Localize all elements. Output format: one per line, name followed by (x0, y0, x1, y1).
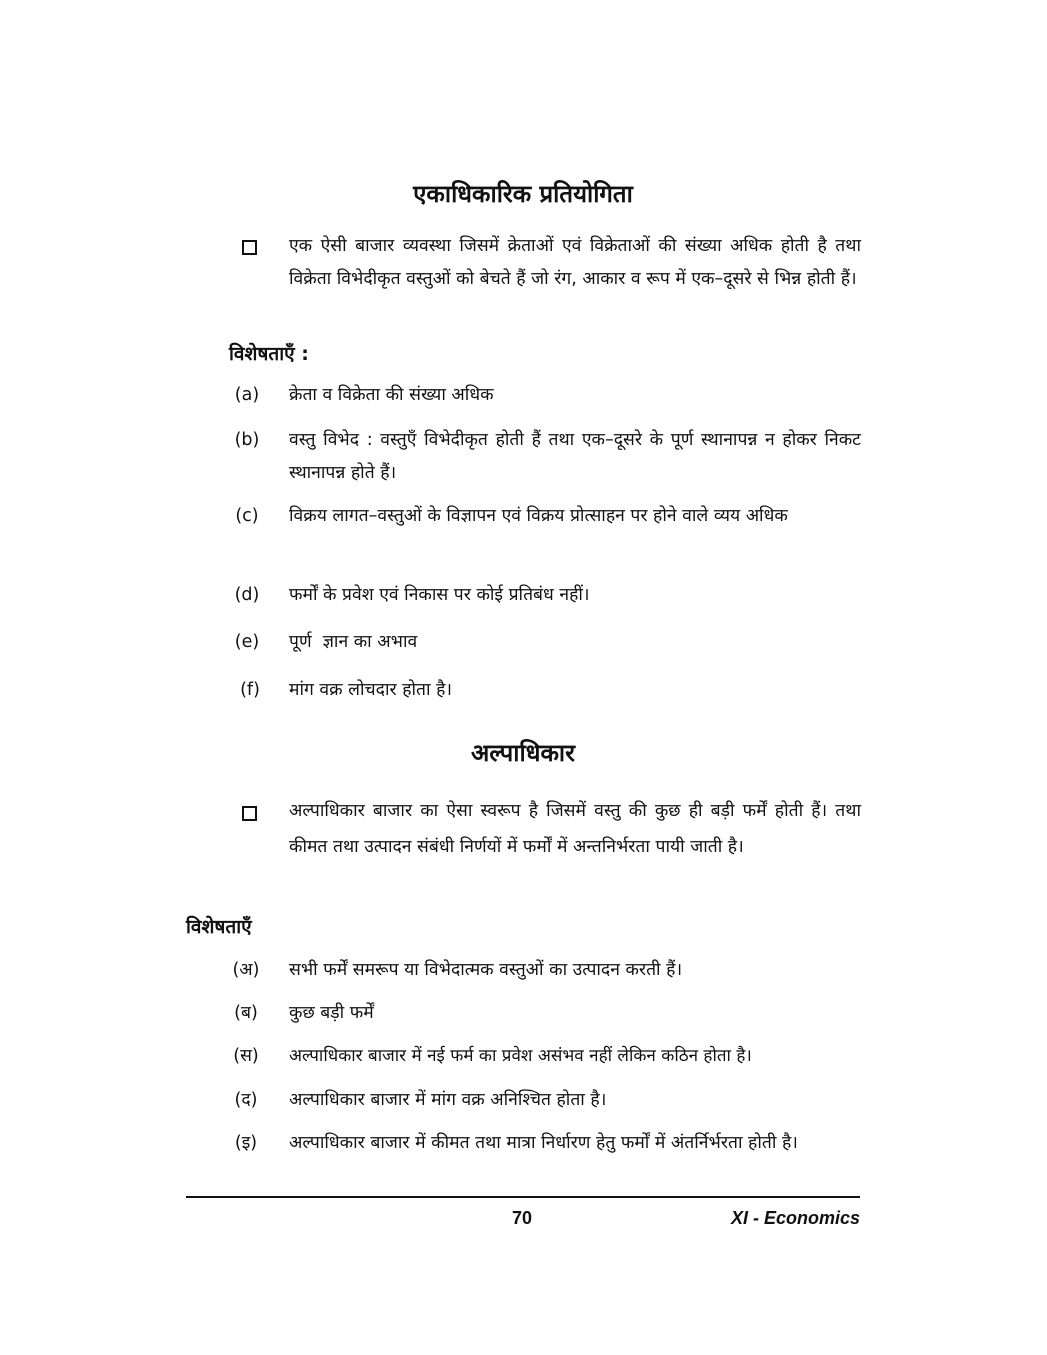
list-item: सभी फर्में समरूप या विभेदात्मक वस्तुओं का उत्पादन करती हैं। (289, 960, 683, 980)
section1-definition: एक ऐसी बाजार व्यवस्था जिसमें क्रेताओं एवं विक्रेताओं की संख्या अधिक होती है तथा विक्रेता विभेदीकृत वस्तुओं को बेचते हैं जो रंग, आकार व रूप में एक–दूसरे से भिन्न होती हैं। (289, 236, 861, 289)
list-marker: (ब) (234, 1003, 258, 1023)
list-marker: (b) (234, 430, 260, 450)
list-item: कुछ बड़ी फर्में (289, 1003, 374, 1023)
list-item: मांग वक्र लोचदार होता है। (289, 680, 453, 700)
list-marker: (अ) (232, 960, 260, 980)
list-item: पूर्ण ज्ञान का अभाव (289, 632, 418, 652)
list-marker: (f) (240, 680, 260, 700)
list-marker: (d) (234, 585, 260, 605)
list-item: क्रेता व विक्रेता की संख्या अधिक (289, 385, 494, 405)
checkbox-bullet-icon (242, 806, 257, 821)
list-marker: (c) (235, 506, 259, 526)
list-marker: (a) (234, 385, 260, 405)
section2-definition: अल्पाधिकार बाजार का ऐसा स्वरूप है जिसमें वस्तु की कुछ ही बड़ी फर्में होती हैं। तथा कीमत तथा उत्पादन संबंधी निर्णयों में फर्मों में अन्तनिर्भरता पायी जाती है। (289, 801, 861, 857)
section2-features-heading: विशेषताएँ (186, 916, 252, 938)
list-item: वस्तु विभेद : वस्तुएँ विभेदीकृत होती हैं तथा एक–दूसरे के पूर्ण स्थानापन्न न होकर निकट स्थानापन्न होते हैं। (289, 430, 861, 483)
list-item: अल्पाधिकार बाजार में कीमत तथा मात्रा निर्धारण हेतु फर्मों में अंतर्निर्भरता होती है। (289, 1133, 798, 1153)
section1-features-heading: विशेषताएँ : (229, 343, 309, 365)
section2-title: अल्पाधिकार (471, 739, 575, 767)
list-marker: (e) (234, 632, 260, 652)
list-marker: (द) (234, 1090, 258, 1110)
list-item: विक्रय लागत–वस्तुओं के विज्ञापन एवं विक्रय प्रोत्साहन पर होने वाले व्यय अधिक (289, 506, 788, 526)
list-marker: (इ) (234, 1133, 258, 1153)
list-item: फर्मों के प्रवेश एवं निकास पर कोई प्रतिबंध नहीं। (289, 585, 590, 605)
page-number: 70 (511, 1208, 533, 1228)
checkbox-bullet-icon (242, 240, 257, 255)
section1-title: एकाधिकारिक प्रतियोगिता (413, 180, 633, 208)
list-item: अल्पाधिकार बाजार में नई फर्म का प्रवेश असंभव नहीं लेकिन कठिन होता है। (289, 1046, 752, 1066)
footer-subject: XI - Economics (730, 1208, 860, 1228)
footer-divider (186, 1196, 860, 1198)
list-item: अल्पाधिकार बाजार में मांग वक्र अनिश्चित होता है। (289, 1090, 607, 1110)
list-marker: (स) (233, 1046, 259, 1066)
